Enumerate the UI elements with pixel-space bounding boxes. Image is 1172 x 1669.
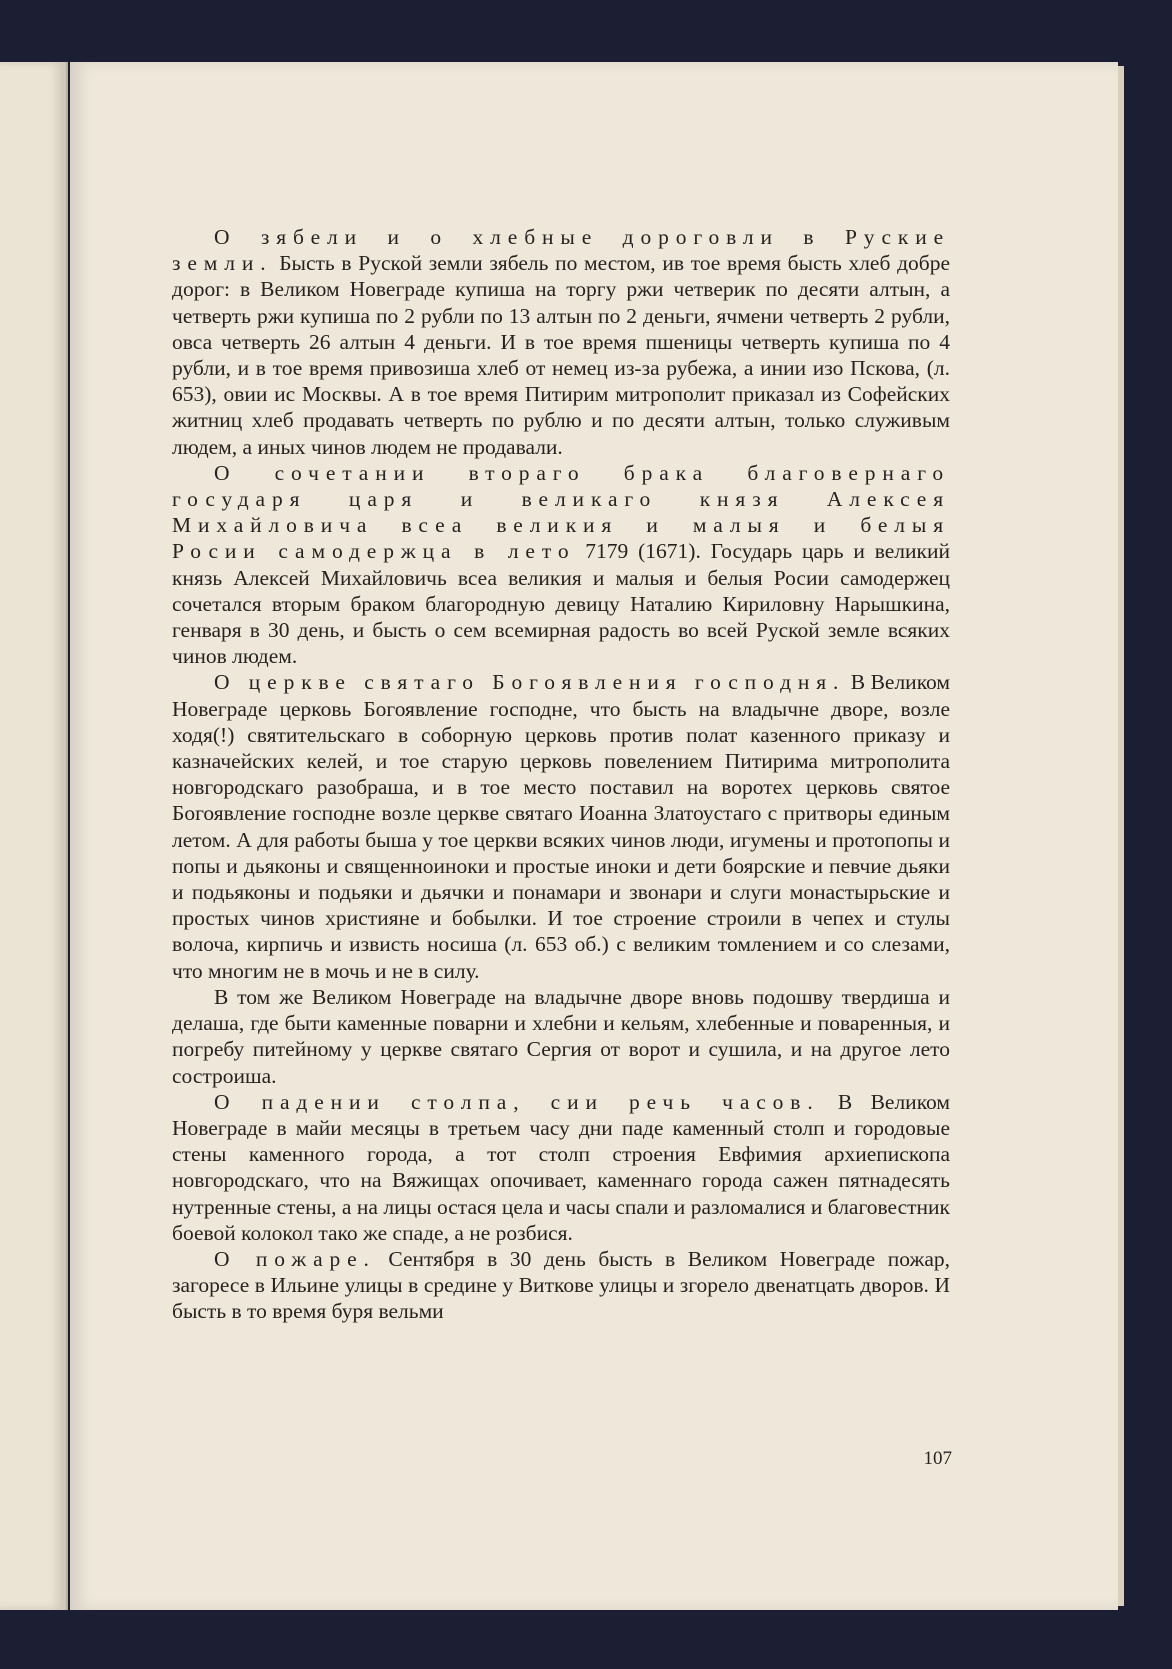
paragraph-pillar-fall: [172, 1089, 950, 1246]
paragraph-royal-marriage: [172, 460, 950, 670]
heading-pillar-fall: О падении столпа, сии речь часов.: [214, 1089, 820, 1114]
heading-epiphany-church: О церкве святаго Богоявления господня.: [214, 670, 846, 695]
heading-royal-marriage: О сочетании втораго брака благовернаго государя царя и великаго князя Алексея Михайловича всеа великия и малыя и белыя Росии самодержца в лето: [172, 460, 950, 564]
paragraph-epiphany-church: [172, 669, 950, 983]
page-edge: [1118, 66, 1124, 1606]
body-royal-marriage: 7179 (1671). Государь царь и великий князь Алексей Михайловичь всеа великия и малыя и белыя Росии самодержец сочетался вторым браком благородную девицу Наталию Кириловну Нарышкина, генваря в 30 день, и бысть о сем всемирная радость во всей Руской земле всяких чинов людем.: [172, 539, 950, 669]
paragraph-fire: [172, 1246, 950, 1325]
body-famine: Бысть в Руской земли зябель по местом, ив тое время бысть хлеб добре дорог: в Великом Новеграде купиша на торгу ржи четверик по десяти алтын, а четверть ржи купиша по 2 рубли по 13 алтын по 2 деньги, ячмени четверть 2 рубли, овса четверть 26 алтын 4 деньги. И в тое время пшеницы четверть купиша по 4 рубли, и в тое время привозиша хлеб от немец из-за рубежа, а инии изо Пскова, (л. 653), овии ис Москвы. А в тое время Питирим митрополит приказал из Софейских житниц хлеб продавать четверть по рублю и по десяти алтын, только служивым людем, а иных чинов людем не продавали.: [172, 251, 950, 459]
paragraph-bishops-court: [172, 984, 950, 1089]
body-bishops-court: В том же Великом Новеграде на владычне дворе вновь подошву твердиша и делаша, где быти каменные поварни и хлебни и кельям, хлебенные и поваренныя, и погребу питейному у церкве святаго Сергия от ворот и сушила, и на другое лето состроиша.: [172, 984, 950, 1088]
body-pillar-fall: В Великом Новеграде в майи месяцы в третьем часу дни паде каменный столп и городовые стены каменного города, а тот столп строения Евфимия архиепископа новгородскаго, что на Вяжищах опочивает, каменнаго города сажен пятнадесять нутренные стены, а на лицы остася цела и часы спали и разломалися и благовестник боевой колокол тако же спаде, а не розбися.: [172, 1089, 950, 1245]
left-page-edge: [0, 62, 68, 1610]
body-fire: Сентября в 30 день бысть в Великом Новеграде пожар, загоресе в Ильине улицы в средине у Виткове улицы и згорело двенатцать дворов. И бысть в то время буря вельми: [172, 1246, 950, 1324]
heading-famine: О зябели и о хлебные дороговли в Руские земли.: [172, 225, 950, 276]
heading-fire: О пожаре.: [214, 1246, 376, 1271]
body-epiphany-church: В Великом Новеграде церковь Богоявление господне, что бысть на владычне дворе, возле ходя(!) святительскаго в соборную церковь против полат казенного приказу и казначейских келей, и тое старую церковь повелением Питирима митрополита новгородскаго разобраша, и в тое место поставил на воротех церковь святое Богоявление господне возле церкве святаго Иоанна Златоустаго с притворы единым летом. А для работы быша у тое церкви всяких чинов люди, игумены и протопопы и попы и дьяконы и священноиноки и простые иноки и дети боярские и певчие дьяки и подьяконы и подьяки и дьячки и понамари и звонари и слуги монастырьские и простых чинов християне и бобылки. И тое строение строили в чепех и стулы волоча, кирпичь и извисть носиша (л. 653 об.) с великим томлением и со слезами, что многим не в мочь и не в силу.: [172, 670, 950, 983]
paragraph-famine: [172, 224, 950, 460]
page-number: 107: [923, 1448, 952, 1469]
page-text: [172, 224, 950, 1325]
